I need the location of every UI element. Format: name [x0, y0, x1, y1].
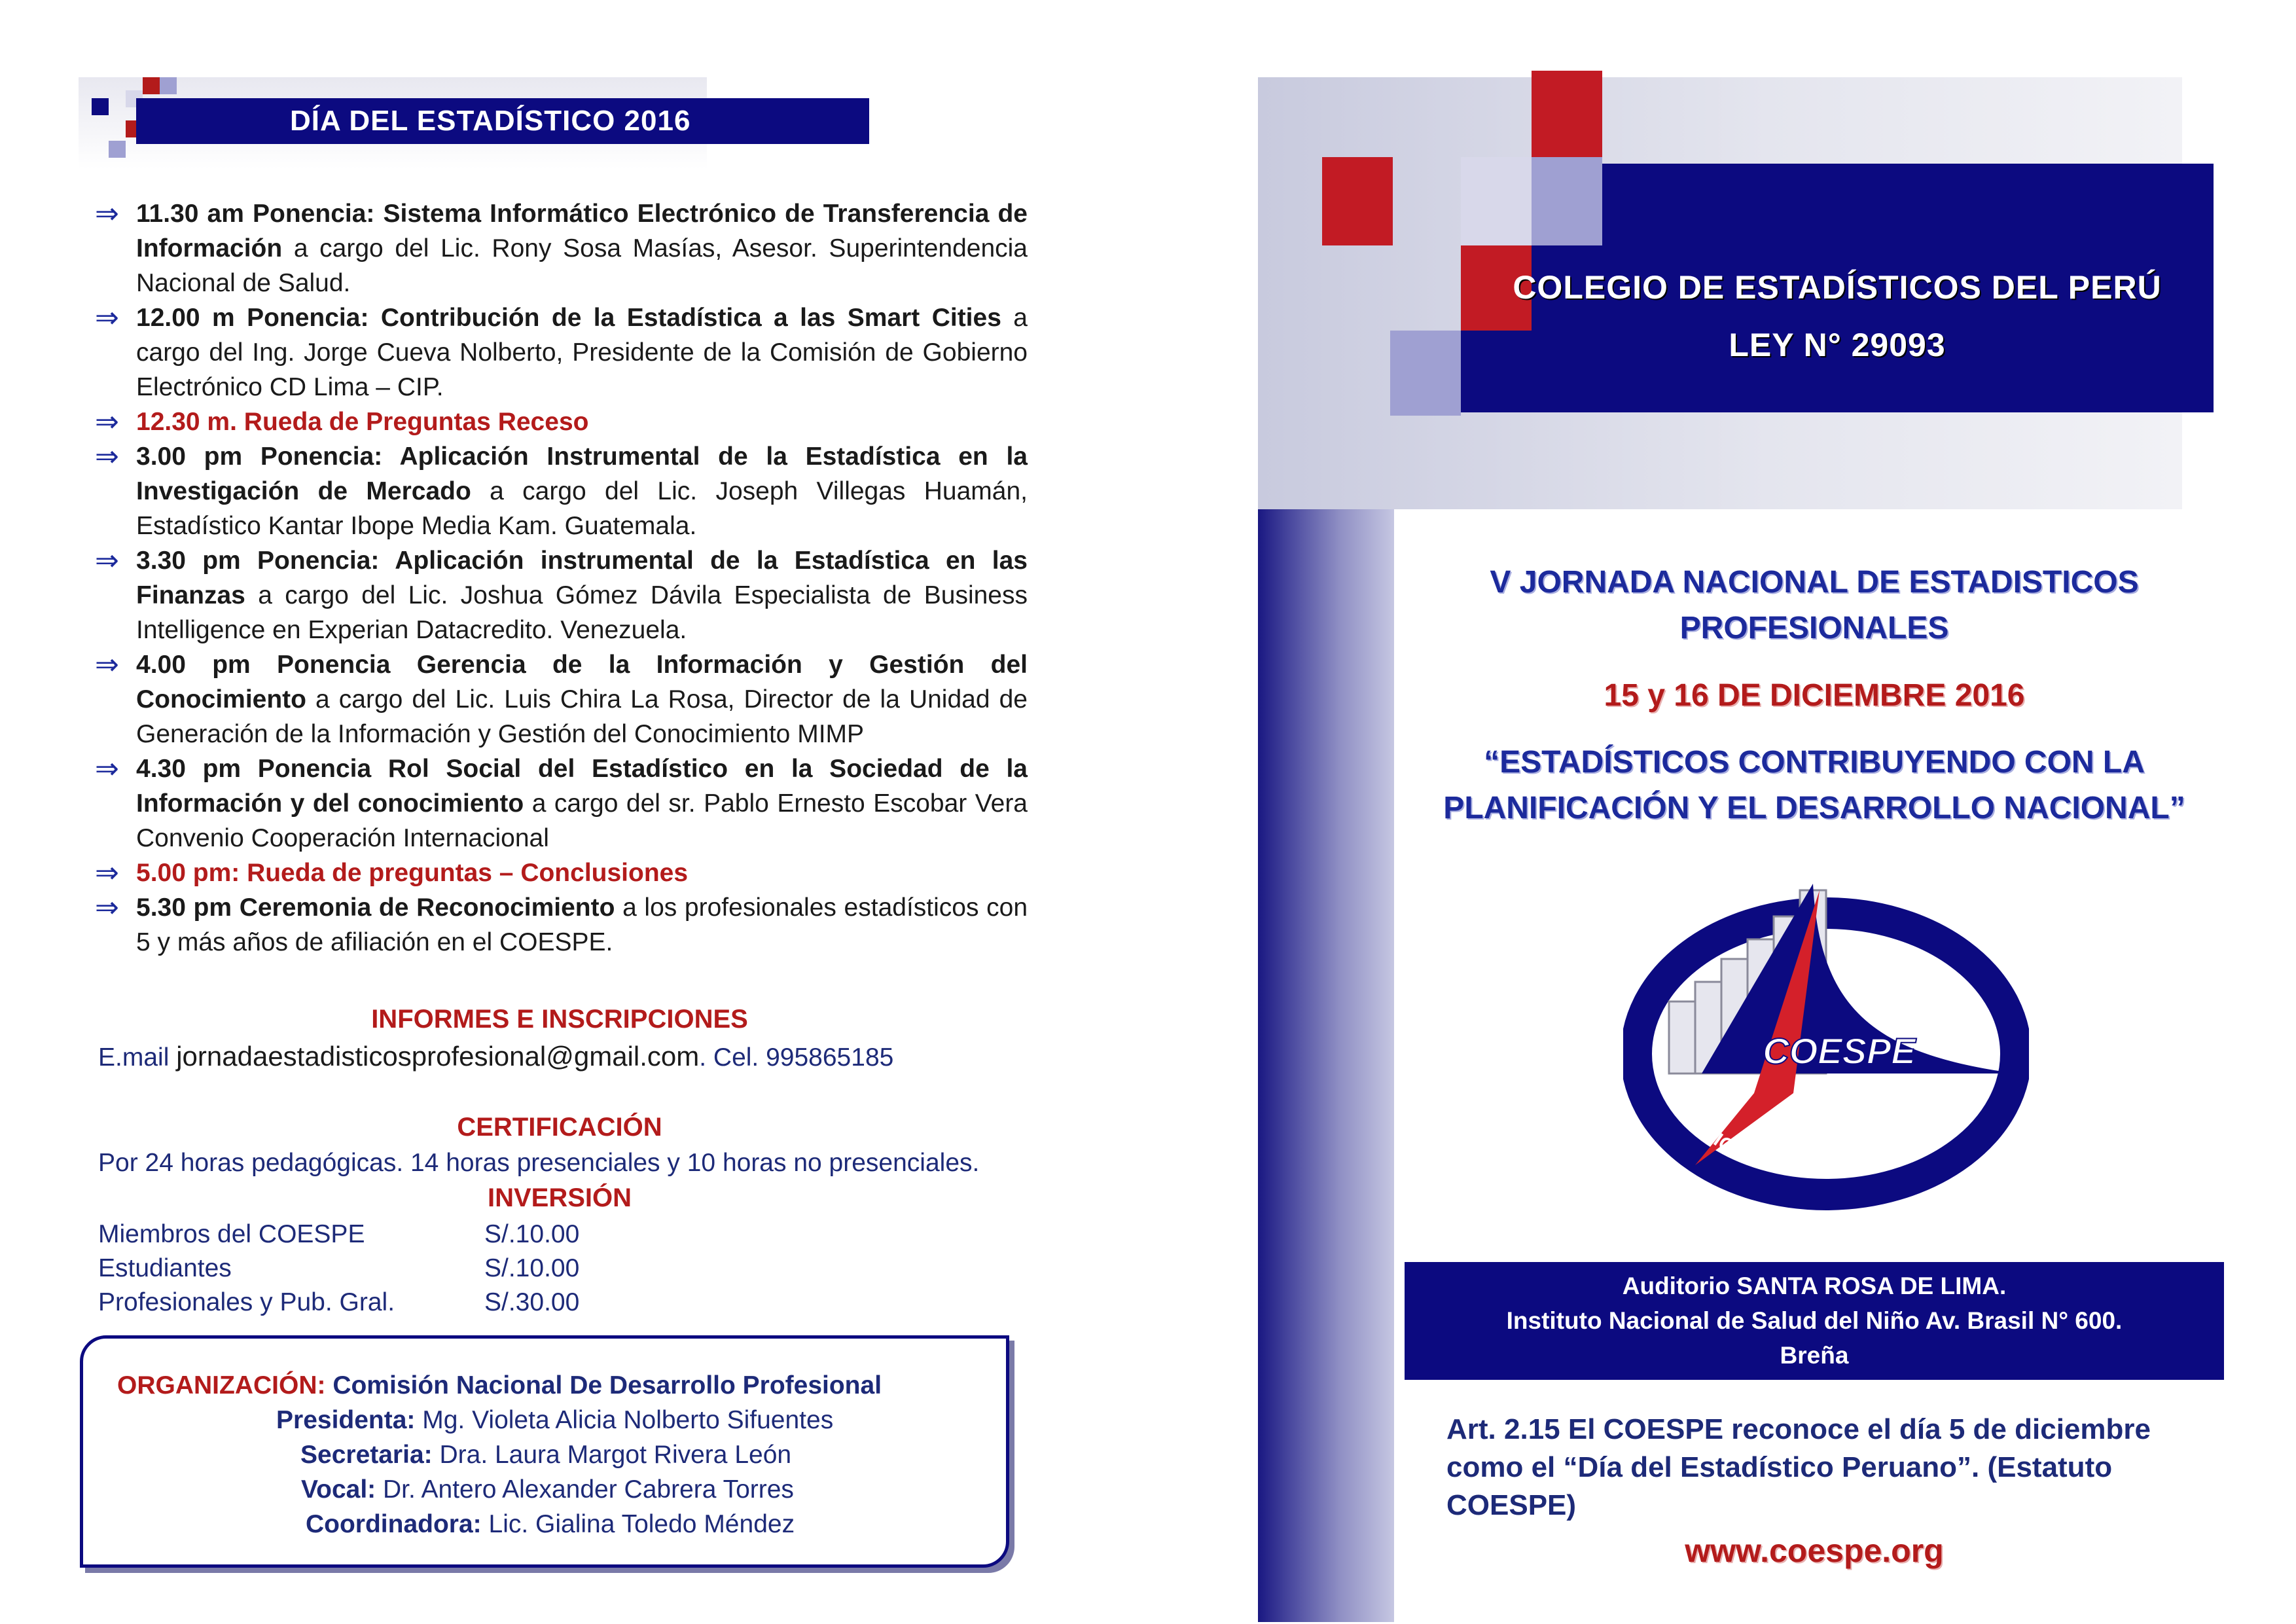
informes-contact: E.mail jornadaestadisticosprofesional@gmail.com. Cel. 995865185 — [98, 1041, 894, 1072]
list-item: ⇒ 3.00 pm Ponencia: Aplicación Instrumental de la Estadística en la Investigación de Mercado a cargo del Lic. Joseph Villegas Huamán, Estadístico Kantar Ibope Media Kam. Guatemala. — [95, 440, 1028, 540]
email-link[interactable]: jornadaestadisticosprofesional@gmail.com — [176, 1041, 700, 1072]
title-block — [1461, 259, 2214, 374]
arrow-right-icon: ⇒ — [95, 856, 119, 890]
list-item: ⇒ 5.30 pm Ceremonia de Reconocimiento a los profesionales estadísticos con 5 y más años de afiliación en el COESPE. — [95, 891, 1028, 956]
vertical-gradient-bar — [1258, 509, 1394, 1622]
arrow-right-icon: ⇒ — [95, 891, 119, 924]
organizacion-box — [80, 1335, 1009, 1568]
arrow-right-icon: ⇒ — [95, 440, 119, 473]
price-row: Miembros del COESPE S/.10.00 — [98, 1220, 580, 1248]
organizacion-line: ORGANIZACIÓN: Comisión Nacional De Desarrollo Profesional — [117, 1371, 882, 1399]
event-theme: “ESTADÍSTICOS CONTRIBUYENDO CON LA PLANIFICACIÓN Y EL DESARROLLO NACIONAL” — [1443, 745, 2185, 825]
deco-square — [109, 141, 126, 158]
inversion-title: INVERSIÓN — [487, 1183, 632, 1212]
list-item: ⇒ 11.30 am Ponencia: Sistema Informático Electrónico de Transferencia de Información a cargo del Lic. Rony Sosa Masías, Asesor. Superintendencia Nacional de Salud. — [95, 197, 1028, 297]
event-date: 15 y 16 DE DICIEMBRE 2016 — [1604, 678, 2025, 713]
organizacion-person: Presidenta: Mg. Violeta Alicia Nolberto Sifuentes — [276, 1406, 834, 1434]
deco-square — [1390, 331, 1461, 416]
coespe-logo — [1623, 877, 2029, 1218]
list-item: ⇒ 3.30 pm Ponencia: Aplicación instrumental de la Estadística en las Finanzas a cargo del Lic. Joshua Gómez Dávila Especialista de Business Intelligence en Experian Datacredito. Venezuela. — [95, 544, 1028, 644]
organizacion-person: Vocal: Dr. Antero Alexander Cabrera Torres — [301, 1475, 794, 1504]
organizacion-person: Coordinadora: Lic. Gialina Toledo Méndez — [306, 1510, 795, 1538]
page-title: DÍA DEL ESTADÍSTICO 2016 — [136, 98, 869, 144]
price-row: Profesionales y Pub. Gral. S/.30.00 — [98, 1288, 580, 1316]
website-link[interactable]: www.coespe.org — [1685, 1532, 1944, 1569]
list-item: ⇒ 4.00 pm Ponencia Gerencia de la Información y Gestión del Conocimiento a cargo del Lic. Luis Chira La Rosa, Director de la Unidad de Generación de la Información y Gestión del Conocimiento MIMP — [95, 648, 1028, 748]
phone-number: 995865185 — [766, 1043, 894, 1072]
price-row: Estudiantes S/.10.00 — [98, 1254, 580, 1282]
agenda-list — [92, 196, 1028, 960]
org-title: COLEGIO DE ESTADÍSTICOS DEL PERÚ — [1513, 269, 2162, 306]
venue-box — [1405, 1262, 2224, 1380]
deco-square — [143, 77, 160, 94]
arrow-right-icon: ⇒ — [95, 301, 119, 334]
deco-square — [1532, 71, 1602, 159]
deco-square — [160, 77, 177, 94]
deco-square — [1322, 157, 1393, 245]
venue-district: Breña — [1780, 1342, 1849, 1369]
organizacion-person: Secretaria: Dra. Laura Margot Rivera León — [300, 1441, 792, 1469]
venue-address: Instituto Nacional de Salud del Niño Av. Brasil N° 600. — [1506, 1307, 2123, 1334]
arrow-right-icon: ⇒ — [95, 752, 119, 785]
arrow-right-icon: ⇒ — [95, 648, 119, 681]
list-item: ⇒ 5.00 pm: Rueda de preguntas – Conclusiones — [95, 856, 689, 890]
deco-square — [1532, 157, 1602, 245]
logo-ring-text: COLEGIO DE ESTADÍSTICOS DEL PERÚ — [1664, 1082, 1986, 1183]
informes-title: INFORMES E INSCRIPCIONES — [371, 1005, 748, 1034]
deco-square — [92, 98, 109, 115]
certificacion-title: CERTIFICACIÓN — [457, 1113, 662, 1142]
event-title: V JORNADA NACIONAL DE ESTADISTICOS PROFESIONALES — [1490, 565, 2139, 645]
arrow-right-icon: ⇒ — [95, 197, 119, 230]
arrow-right-icon: ⇒ — [95, 405, 119, 439]
list-item: ⇒ 12.30 m. Rueda de Preguntas Receso — [95, 405, 589, 439]
certificacion-text: Por 24 horas pedagógicas. 14 horas presenciales y 10 horas no presenciales. — [98, 1149, 980, 1177]
arrow-right-icon: ⇒ — [95, 544, 119, 577]
list-item: ⇒ 4.30 pm Ponencia Rol Social del Estadístico en la Sociedad de la Información y del conocimiento a cargo del sr. Pablo Ernesto Escobar Vera Convenio Cooperación Internacional — [95, 752, 1028, 852]
deco-square — [1461, 157, 1532, 245]
statute-text: Art. 2.15 El COESPE reconoce el día 5 de diciembre como el “Día del Estadístico Peruano”. (Estatuto COESPE) — [1446, 1413, 2151, 1521]
law-number: LEY N° 29093 — [1729, 327, 1946, 363]
venue-name: Auditorio SANTA ROSA DE LIMA. — [1622, 1272, 2007, 1299]
list-item: ⇒ 12.00 m Ponencia: Contribución de la Estadística a las Smart Cities a cargo del Ing. Jorge Cueva Nolberto, Presidente de la Comisión de Gobierno Electrónico CD Lima – CIP. — [95, 301, 1028, 401]
logo-name: COESPE — [1763, 1030, 1916, 1072]
